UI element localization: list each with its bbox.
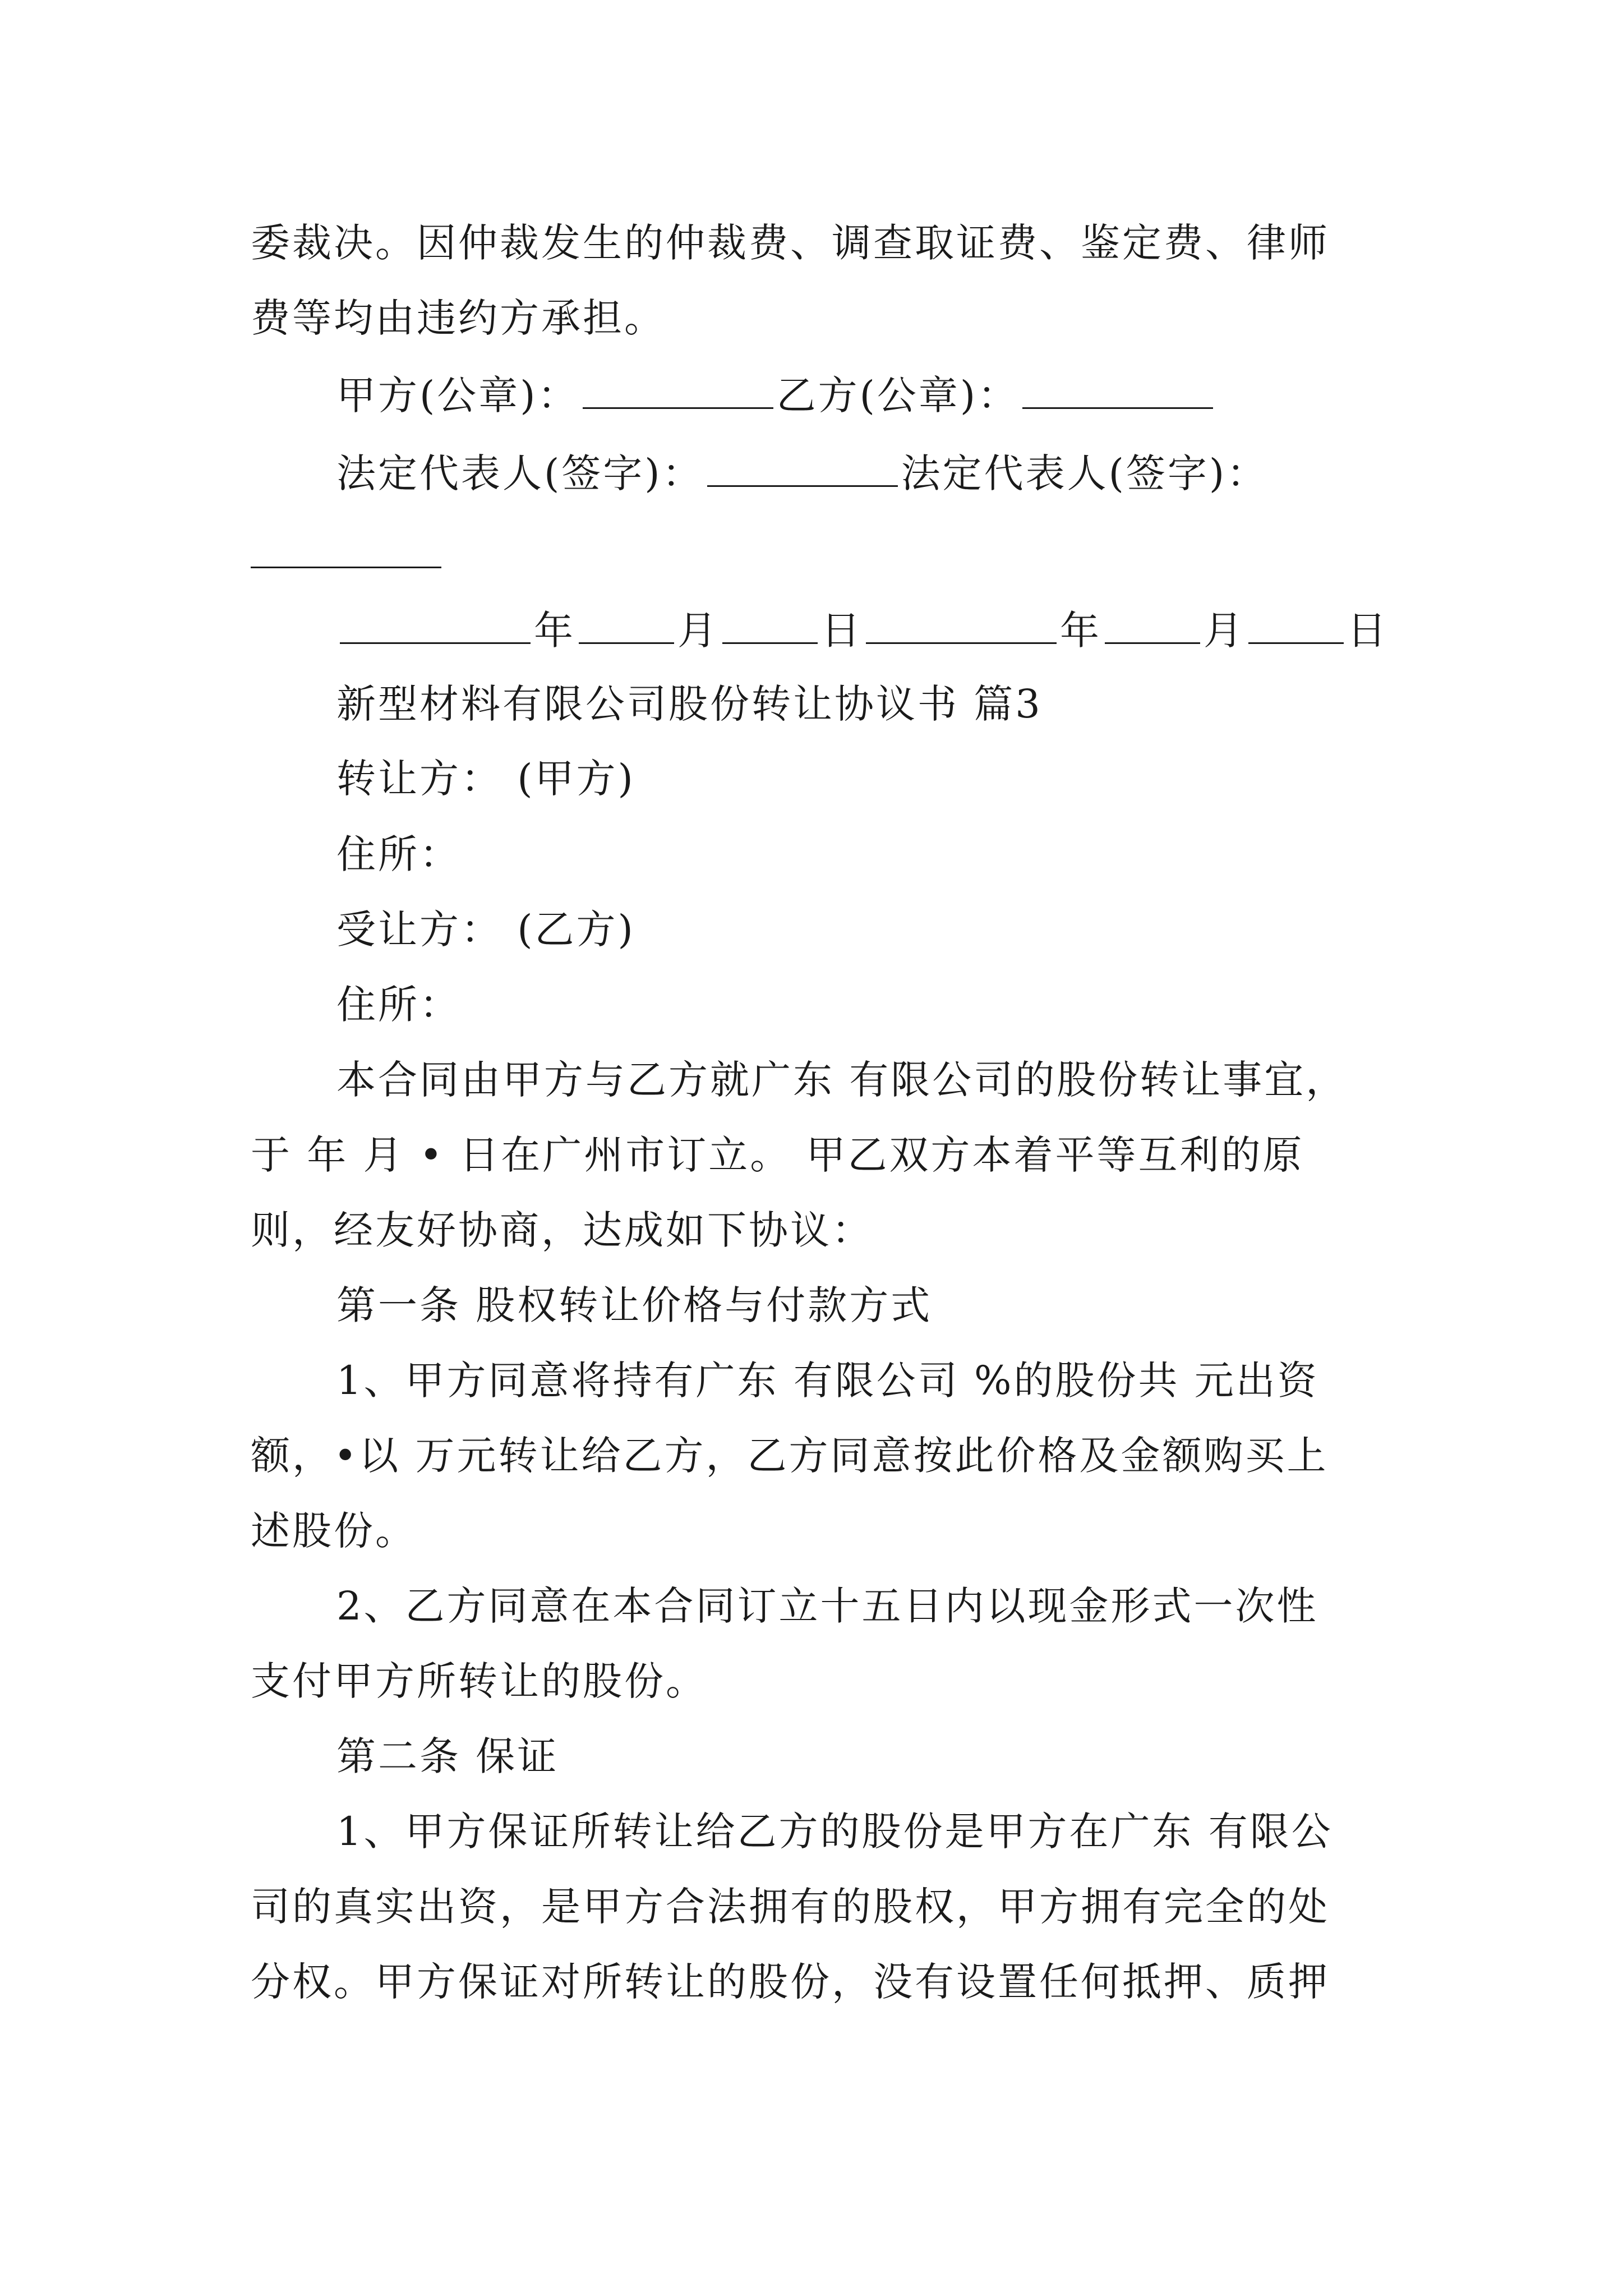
article-title: 第二条 保证 (336, 1733, 559, 1779)
year-label: 年 (534, 608, 575, 654)
address-line: 住所： (336, 831, 461, 877)
date-blank (1105, 603, 1200, 644)
intro-line: 于 年 月 • 日在广州市订立。 甲乙双方本着平等互利的原 (251, 1132, 1304, 1178)
paragraph-line: 额，•以 万元转让给乙方，乙方同意按此价格及金额购买上 (251, 1433, 1329, 1479)
day-label: 日 (1347, 608, 1389, 654)
paragraph-line: 述股份。 (251, 1508, 417, 1554)
section-heading: 新型材料有限公司股份转让协议书 篇3 (336, 681, 1043, 727)
date-blank (866, 603, 1057, 644)
seal-line (336, 368, 1469, 418)
date-line (336, 603, 1469, 654)
date-blank (579, 603, 674, 644)
date-blank (722, 603, 818, 644)
year-label: 年 (1060, 608, 1101, 654)
signature-blank (1022, 368, 1213, 409)
paragraph-line: 1、甲方保证所转让给乙方的股份是甲方在广东 有限公 (336, 1809, 1333, 1855)
address-line: 住所： (336, 982, 461, 1028)
paragraph-line: 司的真实出资，是甲方合法拥有的股权，甲方拥有完全的处 (251, 1884, 1330, 1930)
party-a-seal-label: 甲方(公章)： (336, 372, 579, 418)
intro-line: 本合同由甲方与乙方就广东 有限公司的股份转让事宜， (336, 1057, 1348, 1103)
month-label: 月 (1204, 608, 1245, 654)
party-b-seal-label: 乙方(公章)： (776, 372, 1020, 418)
text-line: 委裁决。因仲裁发生的仲裁费、调查取证费、鉴定费、律师 (251, 220, 1330, 266)
paragraph-line: 支付甲方所转让的股份。 (251, 1658, 707, 1704)
paragraph-line: 2、乙方同意在本合同订立十五日内以现金形式一次性 (336, 1583, 1318, 1629)
paragraph-line: 1、甲方同意将持有广东 有限公司 %的股份共 元出资 (336, 1358, 1319, 1404)
representative-line (336, 446, 1469, 496)
paragraph-line: 分权。甲方保证对所转让的股份，没有设置任何抵押、质押 (251, 1959, 1330, 2005)
article-title: 第一条 股权转让价格与付款方式 (336, 1282, 933, 1328)
rep-b-label: 法定代表人(签字)： (901, 450, 1269, 496)
intro-line: 则，经友好协商，达成如下协议： (251, 1207, 873, 1253)
day-label: 日 (821, 608, 863, 654)
signature-blank (583, 368, 773, 409)
month-label: 月 (677, 608, 719, 654)
signature-blank (251, 567, 441, 568)
rep-a-label: 法定代表人(签字)： (336, 450, 704, 496)
signature-blank (707, 446, 898, 487)
transferee-line: 受让方： (乙方) (336, 907, 635, 953)
date-blank (1248, 603, 1344, 644)
text-line: 费等均由违约方承担。 (251, 295, 666, 341)
date-blank (340, 603, 531, 644)
transferor-line: 转让方： (甲方) (336, 756, 635, 802)
